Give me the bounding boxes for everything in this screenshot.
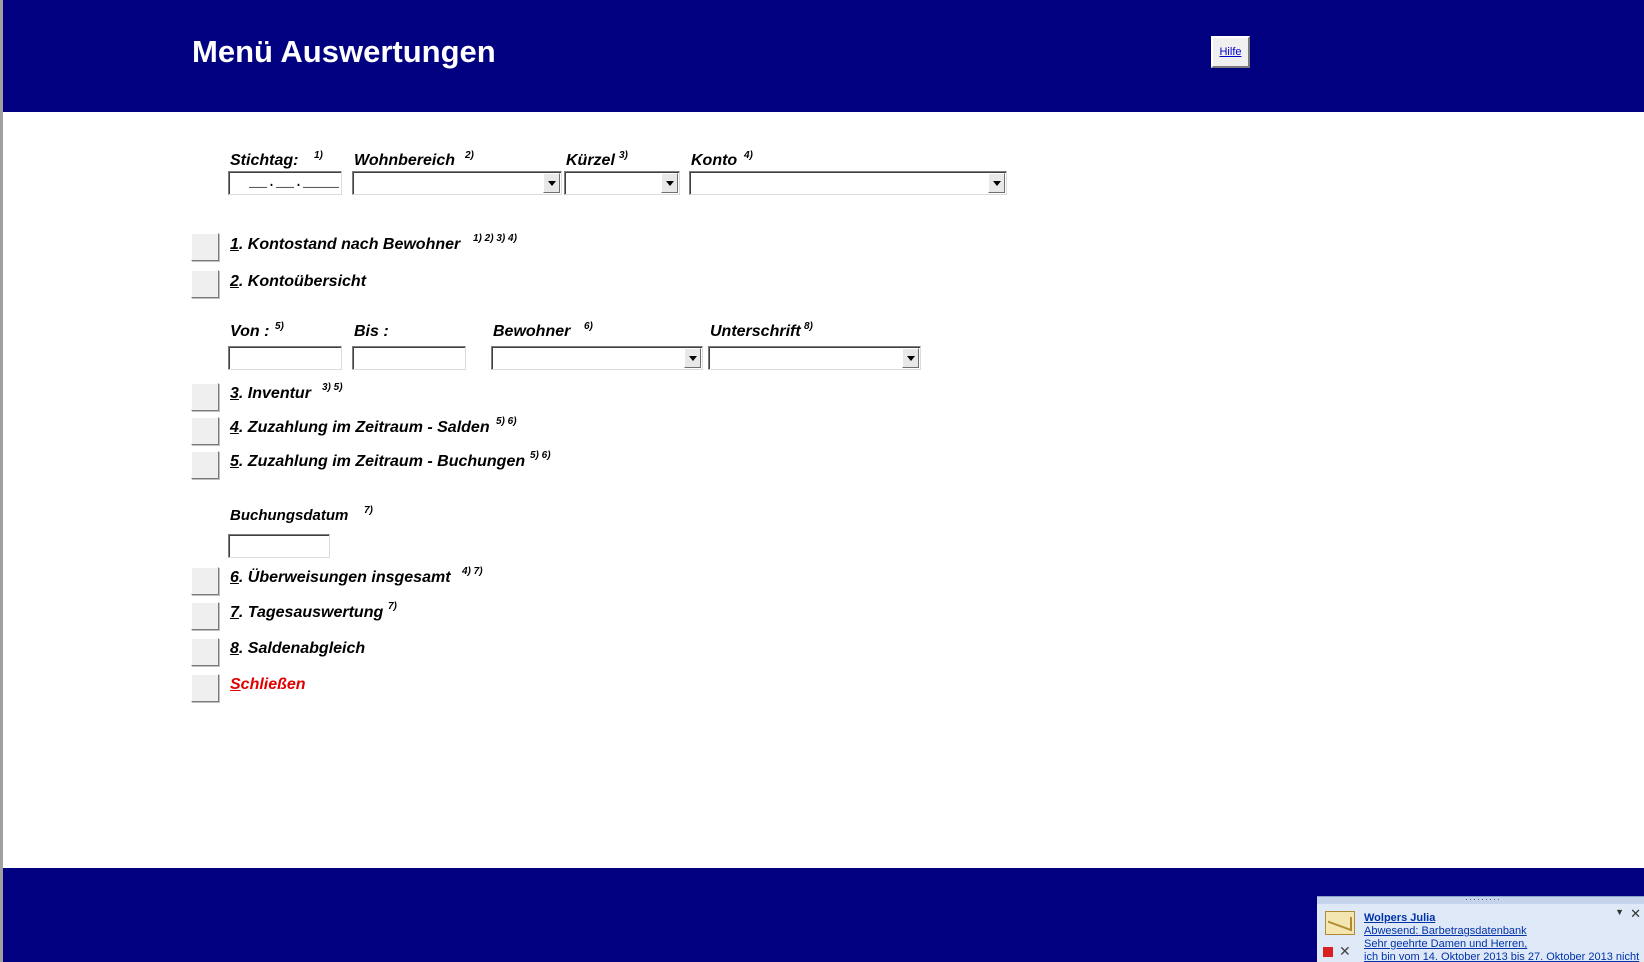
von-label: Von : bbox=[230, 323, 270, 340]
chevron-down-icon[interactable] bbox=[902, 348, 919, 368]
bis-label: Bis : bbox=[354, 323, 389, 340]
grip-dots-icon: ········· bbox=[1465, 894, 1501, 904]
menu-button-7[interactable] bbox=[191, 602, 219, 630]
menu-item-saldenabgleich[interactable] bbox=[230, 640, 365, 658]
wohnbereich-label: Wohnbereich bbox=[354, 152, 456, 169]
help-button[interactable]: Hilfe bbox=[1211, 36, 1250, 68]
bewohner-footnote: 6) bbox=[584, 321, 593, 332]
notification-sender[interactable]: Wolpers Julia bbox=[1364, 912, 1436, 924]
menu-button-5[interactable] bbox=[191, 451, 219, 479]
menu-item-inventur[interactable] bbox=[230, 385, 311, 403]
wohnbereich-combo[interactable] bbox=[352, 171, 562, 195]
menu-item-number: 2 bbox=[230, 273, 239, 290]
menu-item-zuzahlung-buchungen[interactable] bbox=[230, 453, 525, 471]
notification-line[interactable]: ich bin vom 14. Oktober 2013 bis 27. Oktober 2013 nicht bbox=[1364, 951, 1640, 962]
stichtag-footnote: 1) bbox=[314, 150, 323, 161]
envelope-icon bbox=[1325, 911, 1355, 935]
kuerzel-footnote: 3) bbox=[619, 150, 628, 161]
bewohner-label: Bewohner bbox=[493, 323, 571, 340]
stichtag-field[interactable] bbox=[228, 171, 342, 195]
chevron-down-icon[interactable] bbox=[661, 173, 678, 193]
header-bar bbox=[3, 0, 1644, 112]
menu-item-number: 5 bbox=[230, 453, 239, 470]
menu-item-kontostand[interactable] bbox=[230, 236, 460, 254]
form-content bbox=[3, 112, 1644, 868]
stichtag-mask: __.__.____ bbox=[248, 174, 339, 191]
menu-button-4[interactable] bbox=[191, 417, 219, 445]
menu-item-number: 7 bbox=[230, 604, 239, 621]
unterschrift-combo[interactable] bbox=[708, 346, 921, 370]
menu-button-2[interactable] bbox=[191, 270, 219, 298]
buchungsdatum-label: Buchungsdatum bbox=[230, 507, 349, 524]
delete-icon[interactable]: ✕ bbox=[1339, 943, 1351, 959]
page-title: Menü Auswertungen bbox=[192, 34, 496, 69]
menu-button-6[interactable] bbox=[191, 567, 219, 595]
menu-item-number: 4 bbox=[230, 419, 239, 436]
close-label-accesskey: S bbox=[230, 676, 241, 693]
menu-item-label: . Tagesauswertung bbox=[238, 604, 384, 621]
unterschrift-label: Unterschrift bbox=[710, 323, 801, 340]
chevron-down-icon[interactable] bbox=[988, 173, 1005, 193]
menu-item-footnote: 1) 2) 3) 4) bbox=[473, 233, 517, 244]
von-field[interactable] bbox=[228, 346, 342, 370]
menu-item-label: . Inventur bbox=[238, 385, 311, 402]
menu-item-number: 3 bbox=[230, 385, 239, 402]
buchungsdatum-footnote: 7) bbox=[364, 505, 373, 516]
menu-item-number: 1 bbox=[230, 236, 239, 253]
stichtag-label: Stichtag: bbox=[230, 152, 299, 169]
close-button[interactable] bbox=[191, 674, 219, 702]
menu-item-footnote: 7) bbox=[388, 601, 397, 612]
kuerzel-label: Kürzel bbox=[566, 152, 615, 169]
close-label-text: chließen bbox=[240, 676, 306, 693]
konto-footnote: 4) bbox=[744, 150, 753, 161]
menu-item-footnote: 3) 5) bbox=[322, 382, 343, 393]
von-footnote: 5) bbox=[275, 321, 284, 332]
buchungsdatum-field[interactable] bbox=[228, 534, 330, 558]
close-icon[interactable]: ✕ bbox=[1630, 906, 1641, 921]
menu-button-8[interactable] bbox=[191, 638, 219, 666]
mail-notification[interactable] bbox=[1317, 896, 1644, 962]
konto-label: Konto bbox=[691, 152, 738, 169]
menu-item-footnote: 5) 6) bbox=[530, 450, 551, 461]
notification-subject[interactable]: Abwesend: Barbetragsdatenbank bbox=[1364, 925, 1527, 937]
close-label[interactable] bbox=[230, 676, 306, 694]
kuerzel-combo[interactable] bbox=[564, 171, 680, 195]
menu-item-footnote: 4) 7) bbox=[462, 566, 483, 577]
notification-grip[interactable] bbox=[1317, 894, 1644, 904]
flag-icon[interactable] bbox=[1323, 947, 1333, 957]
menu-item-kontouebersicht[interactable] bbox=[230, 273, 366, 291]
wohnbereich-footnote: 2) bbox=[465, 150, 474, 161]
menu-item-zuzahlung-salden[interactable] bbox=[230, 419, 490, 437]
menu-item-ueberweisungen[interactable] bbox=[230, 569, 451, 587]
menu-item-label: . Zuzahlung im Zeitraum - Buchungen bbox=[238, 453, 526, 470]
menu-item-tagesauswertung[interactable] bbox=[230, 604, 383, 622]
menu-item-label: . Saldenabgleich bbox=[238, 640, 366, 657]
menu-button-3[interactable] bbox=[191, 383, 219, 411]
menu-item-number: 8 bbox=[230, 640, 239, 657]
menu-button-1[interactable] bbox=[191, 233, 219, 261]
unterschrift-footnote: 8) bbox=[804, 321, 813, 332]
chevron-down-icon[interactable] bbox=[684, 348, 701, 368]
notification-line[interactable]: Sehr geehrte Damen und Herren, bbox=[1364, 938, 1528, 950]
bis-field[interactable] bbox=[352, 346, 466, 370]
menu-item-label: . Kontoübersicht bbox=[238, 273, 367, 290]
konto-combo[interactable] bbox=[689, 171, 1007, 195]
chevron-down-icon[interactable]: ▼ bbox=[1615, 907, 1624, 917]
menu-item-footnote: 5) 6) bbox=[496, 416, 517, 427]
bewohner-combo[interactable] bbox=[491, 346, 703, 370]
menu-item-label: . Kontostand nach Bewohner bbox=[238, 236, 461, 253]
chevron-down-icon[interactable] bbox=[543, 173, 560, 193]
menu-item-label: . Überweisungen insgesamt bbox=[238, 569, 451, 586]
menu-item-label: . Zuzahlung im Zeitraum - Salden bbox=[238, 419, 490, 436]
menu-item-number: 6 bbox=[230, 569, 239, 586]
